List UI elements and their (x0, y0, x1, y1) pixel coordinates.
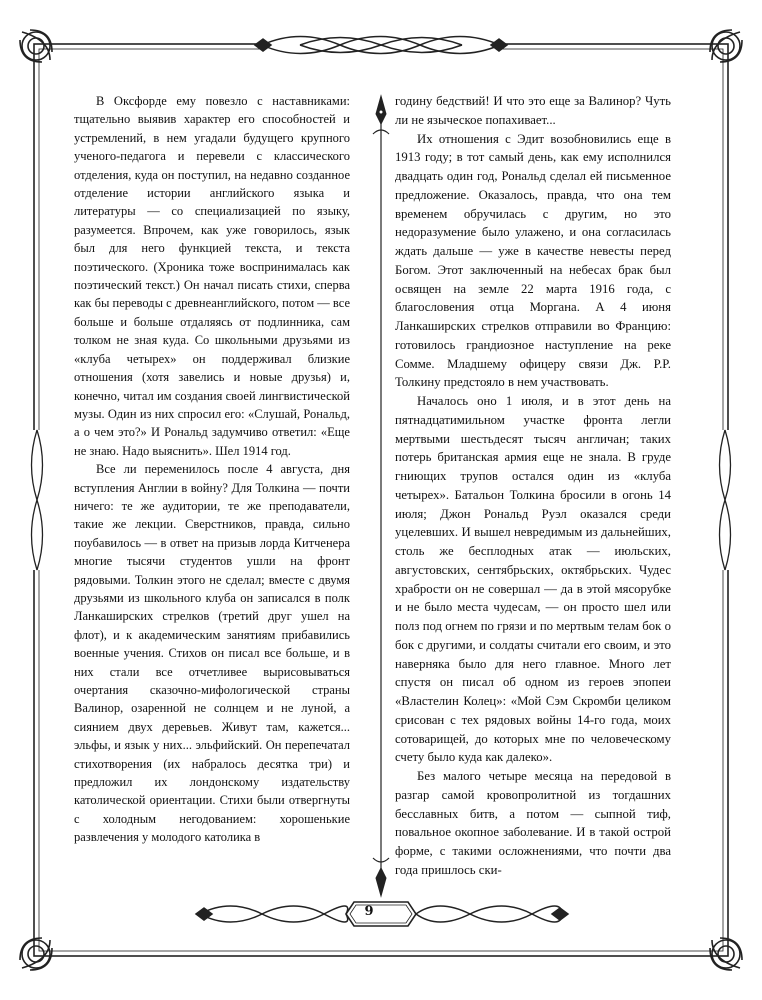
side-knot-left-icon (30, 430, 44, 570)
paragraph: Без малого четыре месяца на передовой в разгар самой кровопролитной из тогдашних бесславных битв, а потом — сыпной тиф, повальное окопное заболевание. И в такой острой форме, с такими осложнениями, что почти два года пришлось ски- (395, 769, 671, 877)
side-knot-right-icon (718, 430, 732, 570)
left-column (74, 92, 350, 847)
column-divider (373, 96, 389, 896)
paragraph: Их отношения с Эдит возобновились еще в 1913 году; в тот самый день, как ему исполнился двадцать один год, Рональд сделал ей письменное предложение. Оказалось, правда, что она тем временем обручилась с другим, но это недоразумение было улажено, и она согласилась ждать дальше — уже в качестве невесты перед Богом. Этот заключенный на небесах брак был освящен на земле 22 марта 1916 года, с благословения отца Моргана. А 4 июня Ланкаширских стрелков отправили во Францию: готовилось грандиозное наступление на реке Сомме. Младшему офицеру связи Дж. Р.Р. Толкину предстояло в нем участвовать. (395, 131, 671, 390)
paragraph: Началось оно 1 июля, и в этот день на пятнадцатимильном участке фронта легли мертвыми шестьдесят тысяч англичан; таких потерь британская армия еще не знала. В груде гниющих трупов остался один из «клуба четырех». Батальон Толкина бросили в огонь 14 июля; Джон Рональд Руэл оказался среди уцелевших. И вышел невредимым из дальнейших, столь же бесплодных атак — июльских, августовских, сентябрьских, октябрьских. Чудес храбрости он не совершал — да в этой мясорубке и не было места чудесам, — он просто шел или полз под огнем по грязи и по мертвым телам бок о бок с другими, и солдаты считали его своим, и это наверняка было для него главное. Много лет спустя он писал об одном из героев эпопеи «Властелин Колец»: «Мой Сэм Скромби целиком срисован с тех рядовых войны 14-го года, моих сотоварищей, до которых мне по человеческому счету было куда как далеко». (395, 394, 671, 765)
top-knot-ornament-icon (255, 36, 507, 54)
paragraph: В Оксфорде ему повезло с наставниками: тщательно выявив характер его способностей и устремлений, в нем угадали будущего крупного ученого-педагога и перевели с классического отделения, куда он поступил, на недавно созданное отделение истории английского языка и литературы — со специализацией по языку, разумеется. Впрочем, как уже говорилось, язык был для него функцией текста, и текста поэтического. (Хроника тоже воспринималась как поэтический текст.) Он начал писать стихи, сперва как бы переводы с древнеанглийского, потом — все больше и больше отдаляясь от подлинника, сам толком не зная куда. Со школьными друзьями из «клуба четырех» он поддерживал близкие отношения (хотя завелись и новые друзья) и, конечно, читал им создания своей лингвистической музы. Один из них спросил его: «Слушай, Рональд, а о чем это?» И Рональд задумчиво ответил: «Еще не знаю. Надо выяснить». Шел 1914 год. (74, 94, 350, 458)
paragraph-continued: годину бедствий! И что это еще за Валинор? Чуть ли не языческое попахивает... (395, 94, 671, 127)
page-number: 9 (364, 904, 374, 919)
right-column (395, 92, 671, 880)
paragraph: Все ли переменилось после 4 августа, дня вступления Англии в войну? Для Толкина — почти ничего: те же аудитории, те же преподаватели, такие же лекции. Сверстников, правда, сильно поубавилось — в ответ на призыв лорда Китченера многие тысячи студентов ушли на фронт рядовыми. Толкин этого не сделал; вместе с двумя друзьями из школьного клуба он записался в полк Ланкаширских стрелков (третий друг ушел на флот), и к академическим занятиям прибавились военные учения. Стихов он писал все больше, и в них стали все отчетливее вырисовываться очертания сказочно-мифологической страны Валинор, озаренной не солнцем и не луной, а сиянием двух деревьев. Живут там, кажется... эльфы, и язык у них... эльфийский. Он перепечатал стихотворения (их набралось десятка три) и предложил их лондонскому издательству католической ориентации. Стихи были отвергнуты с холодным негодованием: хорошенькие развлечения у молодого католика в (74, 462, 350, 845)
